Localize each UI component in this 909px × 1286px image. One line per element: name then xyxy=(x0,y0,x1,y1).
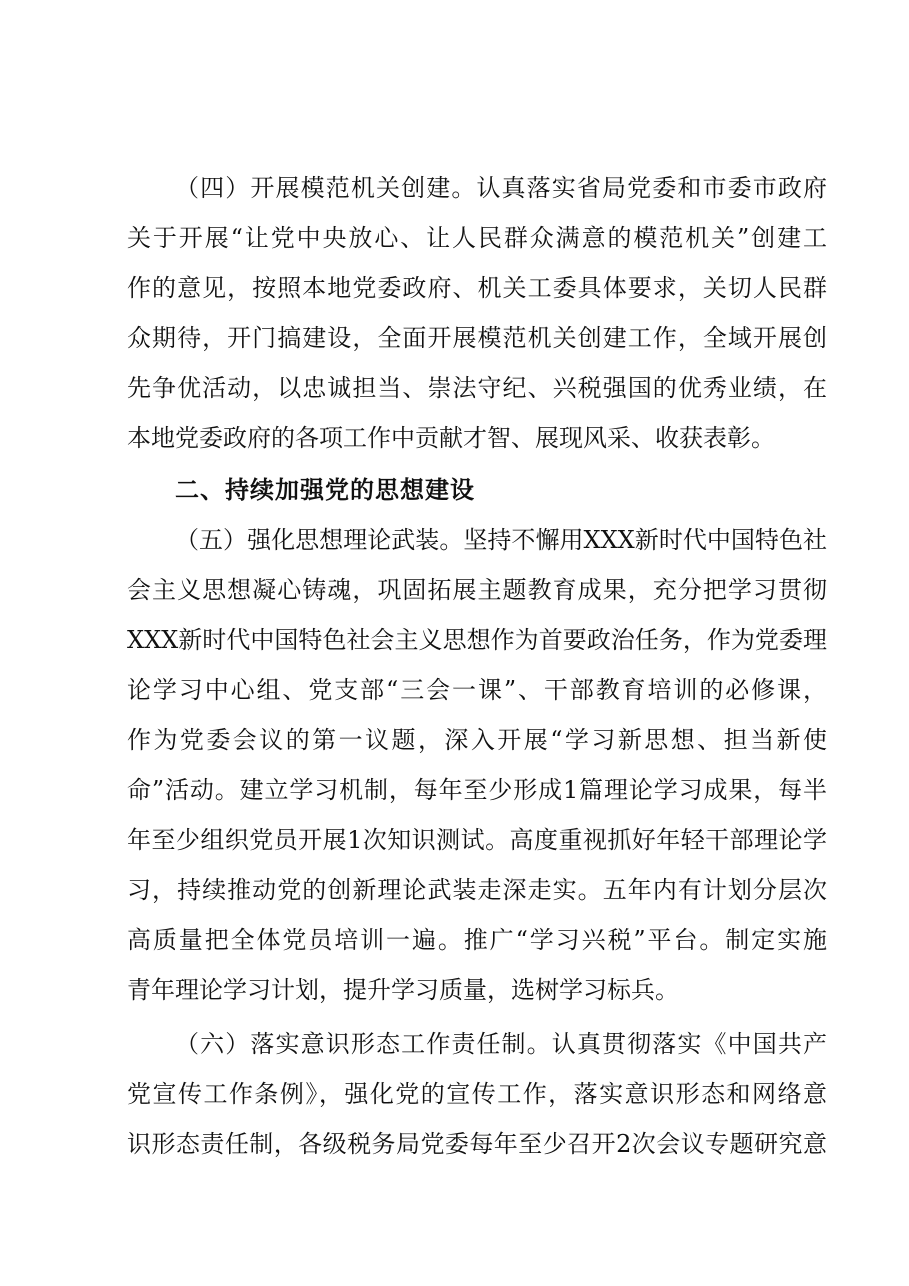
paragraph-5-line-2: 会主义思想凝心铸魂，巩固拓展主题教育成果，充分把学习贯彻 xyxy=(127,576,827,604)
paragraph-4-line-2: 关于开展“让党中央放心、让人民群众满意的模范机关”创建工 xyxy=(127,224,827,252)
paragraph-4-line-1: （四）开展模范机关创建。认真落实省局党委和市委市政府 xyxy=(175,174,827,202)
paragraph-5-line-6: 命”活动。建立学习机制，每年至少形成1篇理论学习成果，每半 xyxy=(127,776,827,804)
paragraph-5-line-4: 论学习中心组、党支部“三会一课”、干部教育培训的必修课， xyxy=(127,676,827,704)
paragraph-5-line-3: XXX新时代中国特色社会主义思想作为首要政治任务，作为党委理 xyxy=(127,626,827,654)
paragraph-5-line-9: 高质量把全体党员培训一遍。推广“学习兴税”平台。制定实施 xyxy=(127,926,827,954)
paragraph-5-line-5: 作为党委会议的第一议题，深入开展“学习新思想、担当新使 xyxy=(127,726,827,754)
paragraph-5-line-8: 习，持续推动党的创新理论武装走深走实。五年内有计划分层次 xyxy=(127,876,827,904)
paragraph-4-line-5: 先争优活动，以忠诚担当、崇法守纪、兴税强国的优秀业绩，在 xyxy=(127,374,827,402)
paragraph-5-line-7: 年至少组织党员开展1次知识测试。高度重视抓好年轻干部理论学 xyxy=(127,826,827,854)
paragraph-6-line-1: （六）落实意识形态工作责任制。认真贯彻落实《中国共产 xyxy=(175,1030,827,1058)
paragraph-4-line-4: 众期待，开门搞建设，全面开展模范机关创建工作，全域开展创 xyxy=(127,324,827,352)
paragraph-5-line-1: （五）强化思想理论武装。坚持不懈用XXX新时代中国特色社 xyxy=(175,526,827,554)
paragraph-4-line-6: 本地党委政府的各项工作中贡献才智、展现风采、收获表彰。 xyxy=(127,424,775,452)
paragraph-6-line-2: 党宣传工作条例》，强化党的宣传工作，落实意识形态和网络意 xyxy=(127,1080,827,1108)
paragraph-5-line-10: 青年理论学习计划，提升学习质量，选树学习标兵。 xyxy=(127,976,679,1004)
paragraph-4-line-3: 作的意见，按照本地党委政府、机关工委具体要求，关切人民群 xyxy=(127,274,827,302)
section-heading: 二、持续加强党的思想建设 xyxy=(175,476,475,504)
paragraph-6-line-3: 识形态责任制，各级税务局党委每年至少召开2次会议专题研究意 xyxy=(127,1130,827,1158)
